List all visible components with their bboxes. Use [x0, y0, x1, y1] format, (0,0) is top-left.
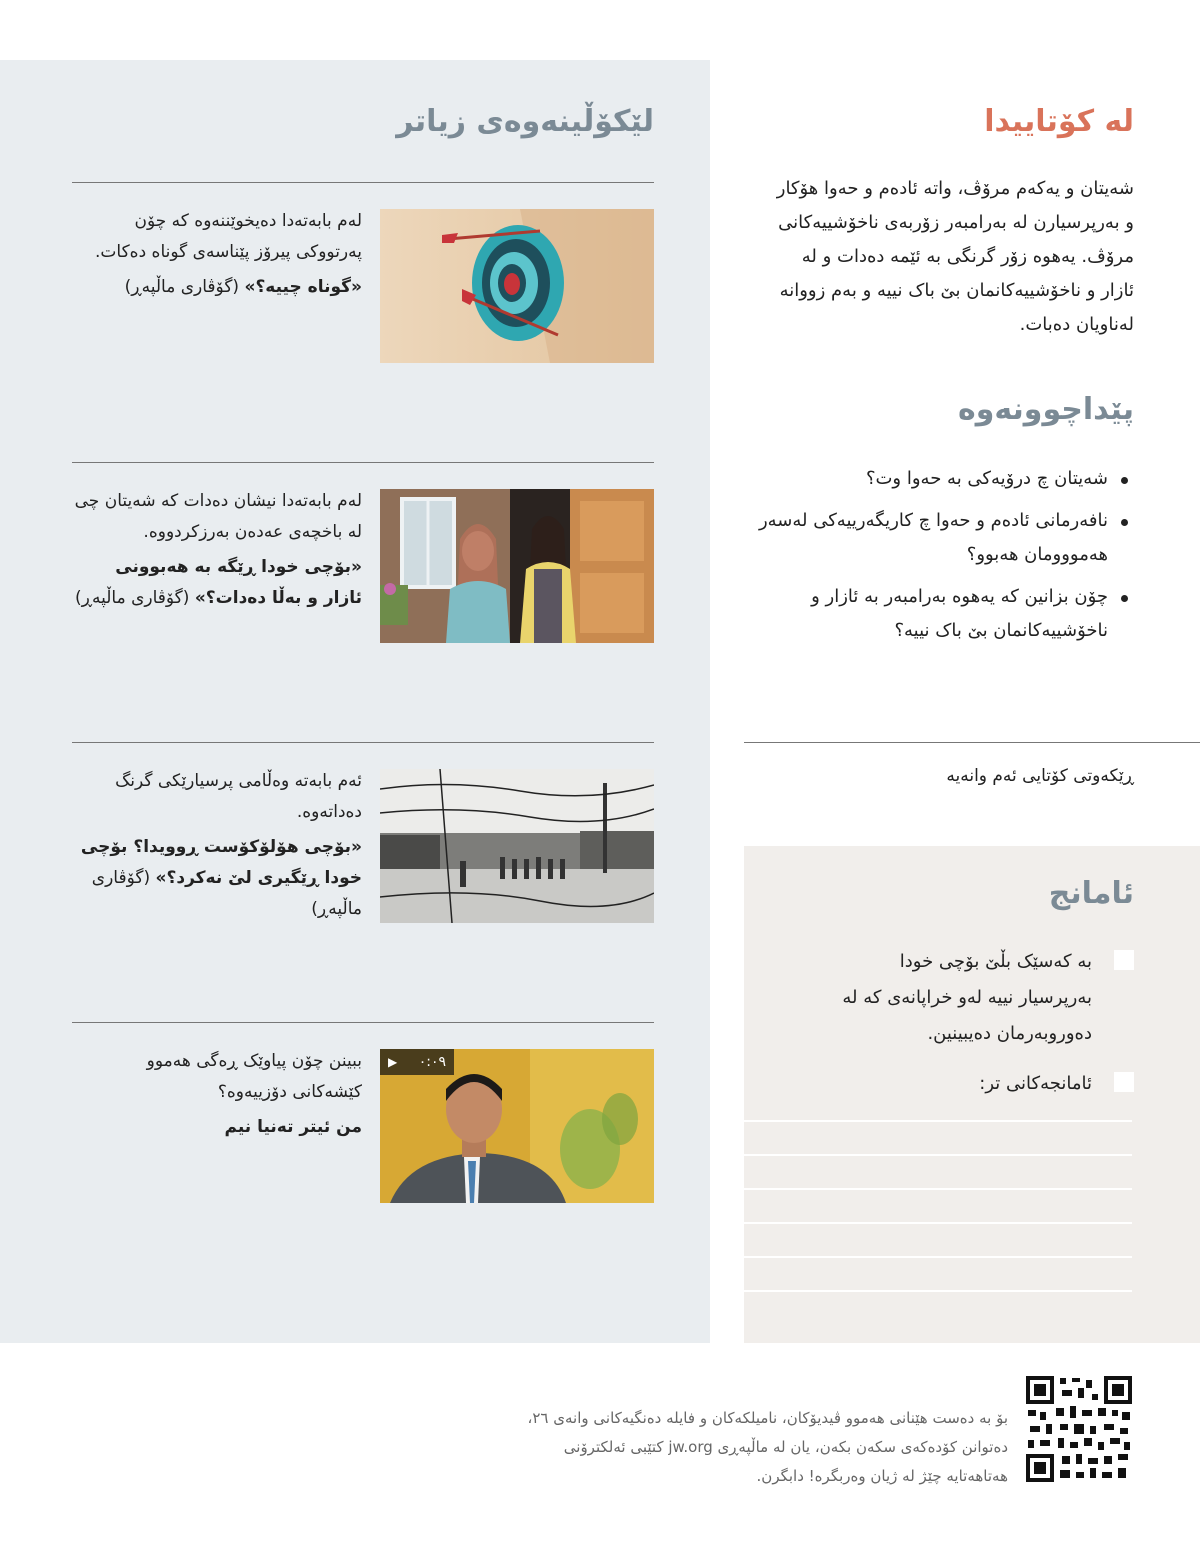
section-divider [744, 742, 1200, 743]
camp-photo-image [380, 769, 654, 923]
article-thumbnail-target[interactable] [380, 209, 654, 363]
target-arrow-image [380, 209, 654, 363]
article-link[interactable]: «بۆچی هۆلۆکۆست ڕوویدا؟ بۆچی خودا ڕێگیری لێ نەکرد؟» [80, 837, 362, 888]
lesson-end-date-label: ڕێکەوتی کۆتایی ئەم وانەیە [946, 766, 1134, 786]
article-divider [72, 462, 654, 463]
goal-write-line[interactable] [744, 1188, 1132, 1190]
article-description: ئەم بابەتە وەڵامی پرسیارێکی گرنگ دەداتەوە. [115, 771, 362, 822]
video-duration: ٠:٠٩ [418, 1054, 446, 1070]
play-icon: ▶ [388, 1055, 398, 1069]
review-title: پێداچوونەوە [957, 392, 1134, 427]
goal-write-line[interactable] [744, 1256, 1132, 1258]
article-item[interactable] [72, 206, 362, 307]
review-question: چۆن بزانین کە یەهوە بەرامبەر بە ئازار و ناخۆشییەکانمان بێ باک نییە؟ [758, 580, 1134, 648]
article-divider [72, 182, 654, 183]
goal-text: ئامانجەکانی تر: [979, 1073, 1092, 1094]
summary-title: لە کۆتاییدا [984, 104, 1134, 139]
review-question: نافەرمانی ئادەم و حەوا چ کاریگەرییەکی لەسەر هەمووومان هەبوو؟ [758, 504, 1134, 572]
more-study-title: لێکۆڵینەوەی زیاتر [396, 104, 654, 139]
article-item[interactable] [72, 766, 362, 929]
article-link[interactable]: «گوناه چییە؟» [244, 277, 362, 297]
doorstep-conversation-image [380, 489, 654, 643]
qr-code-icon [1026, 1376, 1132, 1482]
goal-write-line[interactable] [744, 1154, 1132, 1156]
article-source: (گۆڤاری ماڵپەڕ) [74, 588, 190, 608]
goals-title: ئامانج [1048, 876, 1134, 911]
article-item[interactable] [72, 486, 362, 618]
article-item[interactable] [72, 1046, 362, 1147]
review-question: شەیتان چ درۆیەکی بە حەوا وت؟ [758, 462, 1134, 496]
article-link[interactable]: «بۆچی خودا ڕێگە بە هەبوونی ئازار و بەڵا دەدات؟» [115, 557, 362, 608]
article-description: لەم بابەتەدا دەیخوێننەوە کە چۆن پەرتووکی پیرۆز پێناسەی گوناه دەکات. [94, 211, 362, 262]
footer-text: بۆ بە دەست هێنانی هەموو ڤیدیۆکان، نامیلکەکان و فایلە دەنگیەکانی وانەی ٢٦، دەتوانن کۆدەکەی سکەن بکەن، یان لە ماڵپەڕی jw.org کتێبی ئەلکترۆنی هەتاهەتایە چێژ لە ژیان وەربگرە! دابگرن. [527, 1409, 1008, 1485]
article-divider [72, 742, 654, 743]
article-source: (گۆڤاری ماڵپەڕ) [124, 277, 240, 297]
goal-text: بە کەسێک بڵێ بۆچی خودا بەرپرسیار نییە لەو خراپانەی کە لە دەوروبەرمان دەیبینین. [842, 951, 1092, 1044]
goal-checkbox[interactable] [1114, 950, 1134, 970]
article-source: (گۆڤاری ماڵپەڕ) [91, 868, 362, 919]
review-list [758, 462, 1134, 656]
article-description: ببینن چۆن پیاوێک ڕەگی هەموو کێشەکانی دۆزییەوە؟ [146, 1051, 362, 1102]
goal-item [834, 944, 1134, 1052]
qr-code[interactable] [1026, 1376, 1132, 1482]
goal-write-line[interactable] [744, 1222, 1132, 1224]
goal-checkbox[interactable] [1114, 1072, 1134, 1092]
video-thumbnail[interactable] [380, 1049, 654, 1203]
goal-item [834, 1066, 1134, 1102]
summary-text: شەیتان و یەکەم مرۆڤ، واتە ئادەم و حەوا هۆکار و بەرپرسیارن لە بەرامبەر زۆربەی ناخۆشییەکانی مرۆڤ. یەهوە زۆر گرنگی بە ئێمە دەدات و لە ئازار و ناخۆشییەکانمان بێ باک نییە و بەم زووانە لەناویان دەبات. [776, 178, 1134, 335]
article-description: لەم بابەتەدا نیشان دەدات کە شەیتان چی لە باخچەی عەدەن بەرزکردووە. [74, 491, 362, 542]
article-link[interactable]: من ئیتر تەنیا نیم [224, 1117, 362, 1137]
goal-write-line[interactable] [744, 1290, 1132, 1292]
video-duration-badge [380, 1049, 454, 1075]
article-divider [72, 1022, 654, 1023]
article-thumbnail-camp[interactable] [380, 769, 654, 923]
goal-write-line[interactable] [744, 1120, 1132, 1122]
article-thumbnail-doorstep[interactable] [380, 489, 654, 643]
